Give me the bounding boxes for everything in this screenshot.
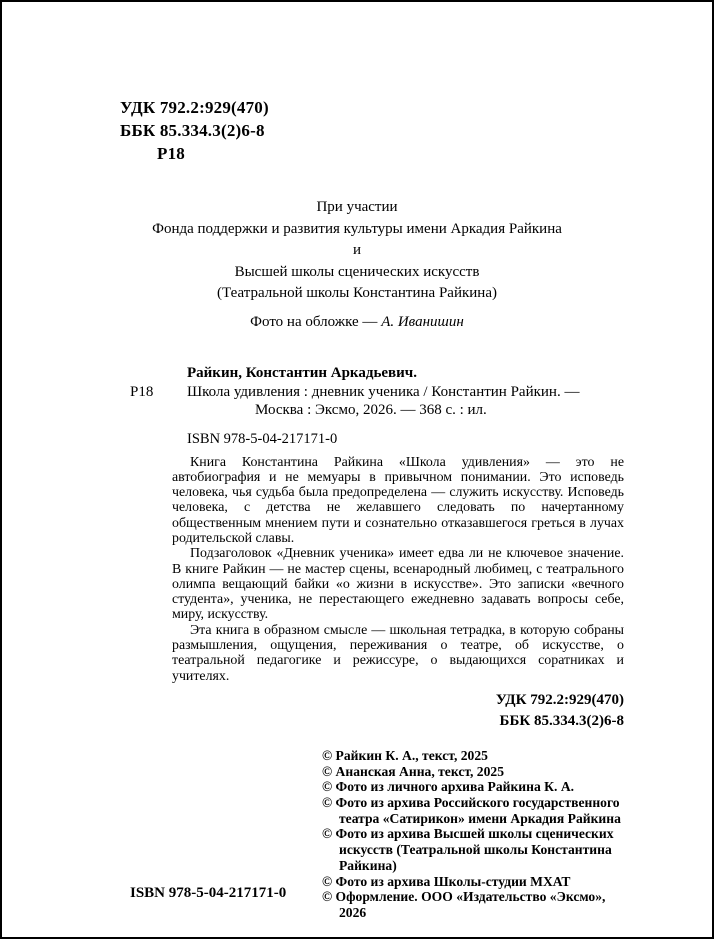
bibliographic-record (130, 383, 712, 419)
copyright-item-5: © Фото из архива Высшей школы сценических искусств (Театральной школы Константина Райкина) (322, 826, 614, 873)
copyright-list (322, 748, 628, 921)
participation-line-3: и (352, 242, 362, 258)
participation-line-4: Высшей школы сценических искусств (234, 263, 480, 280)
cover-photo-credit (2, 312, 712, 333)
isbn-bottom: ISBN 978-5-04-217171-0 (130, 884, 287, 901)
annotation-paragraph-1: Книга Константина Райкина «Школа удивления» — это не автобиография и не мемуары в привычном понимании. Это исповедь человека, чья судьба была предопределена — служить искусству. Исповедь человека, с детства не желавшего следовать по начертанному общественным мнением пути и сознательно отказавшегося греться в лучах родительской славы. (172, 454, 624, 546)
classification-codes-bottom (2, 690, 624, 732)
participation-line-1: При участии (316, 199, 398, 215)
cover-photo-author: А. Иванишин (381, 313, 464, 330)
author-sign-top: Р18 (157, 144, 185, 163)
annotation-block (172, 455, 624, 684)
bbk-code-bottom: ББК 85.334.3(2)6-8 (499, 712, 624, 729)
annotation-paragraph-3: Эта книга в образном смысле — школьная тетрадка, в которую собраны размышления, ощущения, переживания о театре, об искусстве, о театральной педагогике и режиссуре, о выдающихся соратниках и учителях. (172, 622, 624, 684)
copyright-item-4: © Фото из архива Российского государственного театра «Сатирикон» имени Аркадия Райкина (322, 795, 621, 826)
participation-line-5: (Театральной школы Константина Райкина) (217, 285, 497, 301)
classification-codes-top (120, 96, 712, 165)
biblio-author-heading: Райкин, Константин Аркадьевич. (187, 364, 417, 381)
copyright-item-1: © Райкин К. А., текст, 2025 (322, 747, 488, 763)
cover-photo-label: Фото на обложке — (250, 313, 382, 330)
udk-code-bottom: УДК 792.2:929(470) (495, 691, 624, 708)
udk-code-top: УДК 792.2:929(470) (120, 98, 269, 117)
biblio-entry: Школа удивления : дневник ученика / Константин Райкин. — Москва : Эксмо, 2026. — 368 с. : ил. (187, 383, 580, 418)
annotation-paragraph-2: Подзаголовок «Дневник ученика» имеет едва ли не ключевое значение. В книге Райкин — не мастер сцены, всенародный любимец, с театрального олимпа вещающий байки «о жизни в искусстве». Это записки «вечного студента», ученика, не перестающего ежедневно задавать вопросы себе, миру, искусству. (172, 546, 624, 623)
participation-block (2, 197, 712, 305)
copyright-section (2, 748, 712, 921)
copyright-item-3: © Фото из личного архива Райкина К. А. (322, 779, 575, 795)
copyright-item-6: © Фото из архива Школы-студии МХАТ (322, 873, 571, 889)
copyright-item-2: © Ананская Анна, текст, 2025 (322, 763, 504, 779)
biblio-isbn: ISBN 978-5-04-217171-0 (187, 430, 338, 447)
copyright-item-7: © Оформление. ООО «Издательство «Эксмо», 2026 (322, 889, 606, 920)
bbk-code-top: ББК 85.334.3(2)6-8 (120, 121, 265, 140)
biblio-author-sign: Р18 (130, 383, 154, 400)
participation-line-2: Фонда поддержки и развития культуры имени Аркадия Райкина (152, 220, 562, 237)
